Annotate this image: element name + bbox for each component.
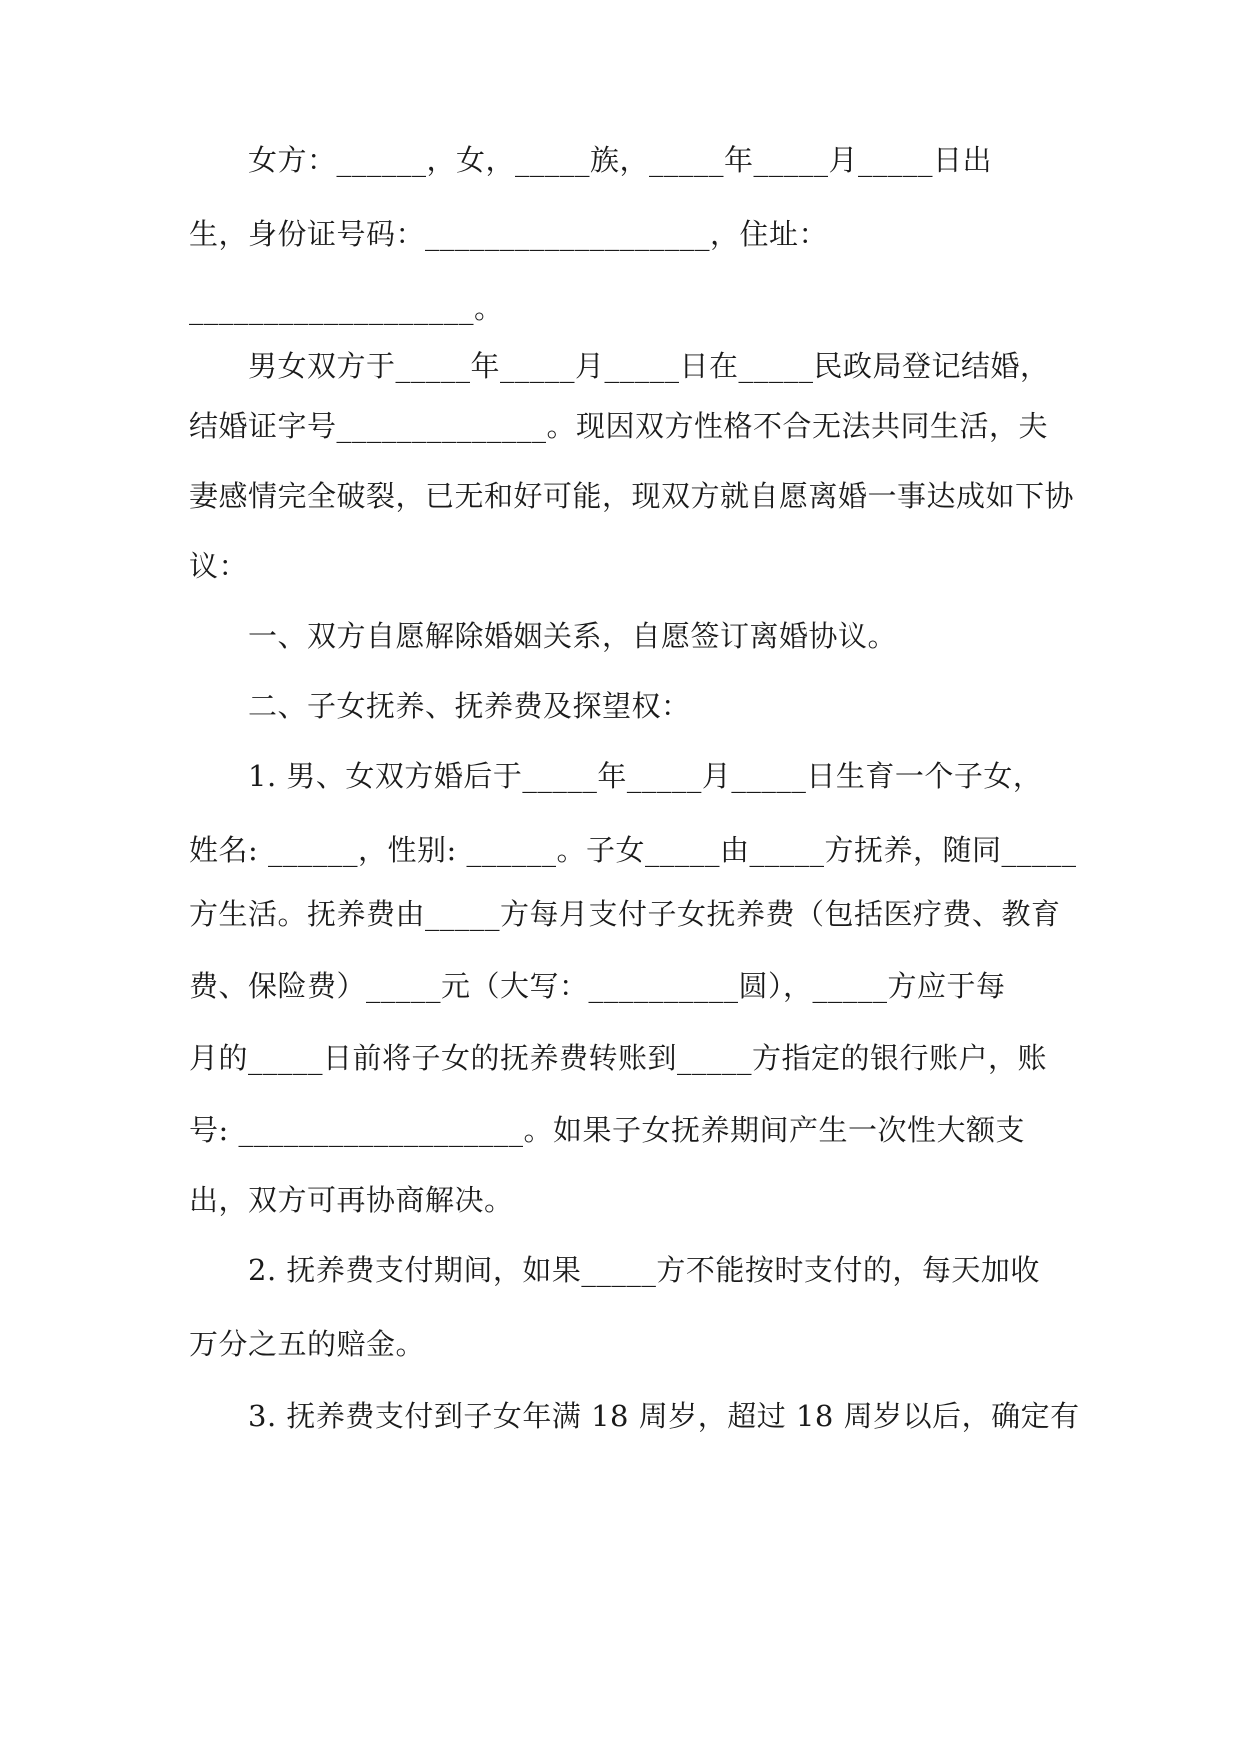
text-line: 生，身份证号码：___________________，住址： [189,217,829,251]
text-line: 议： [189,549,249,583]
text-line: 万分之五的赔金。 [189,1327,426,1361]
text-line: 2. 抚养费支付期间，如果_____方不能按时支付的，每天加收 [189,1253,1040,1287]
text-line: 一、双方自愿解除婚姻关系，自愿签订离婚协议。 [189,619,898,653]
text-line: ___________________。 [189,291,504,325]
text-line: 费、保险费）_____元（大写：__________圆），_____方应于每 [189,969,1006,1003]
text-line: 男女双方于_____年_____月_____日在_____民政局登记结婚， [189,349,1050,383]
text-line: 姓名: ______，性别: ______。子女_____由_____方抚养，随同_____ [189,833,1077,867]
text-line: 方生活。抚养费由_____方每月支付子女抚养费（包括医疗费、教育 [189,897,1061,931]
text-line: 3. 抚养费支付到子女年满 18 周岁，超过 18 周岁以后，确定有 [189,1399,1080,1433]
text-line: 月的_____日前将子女的抚养费转账到_____方指定的银行账户，账 [189,1041,1048,1075]
text-line: 出，双方可再协商解决。 [189,1183,514,1217]
text-line: 二、子女抚养、抚养费及探望权： [189,689,691,723]
text-line: 结婚证字号______________。现因双方性格不合无法共同生活，夫 [189,409,1049,443]
text-line: 妻感情完全破裂，已无和好可能，现双方就自愿离婚一事达成如下协 [189,479,1075,513]
text-line: 号: ___________________。如果子女抚养期间产生一次性大额支 [189,1113,1025,1147]
text-line: 女方：______，女，_____族，_____年_____月_____日出 [189,143,993,177]
text-line: 1. 男、女双方婚后于_____年_____月_____日生育一个子女， [189,759,1043,793]
